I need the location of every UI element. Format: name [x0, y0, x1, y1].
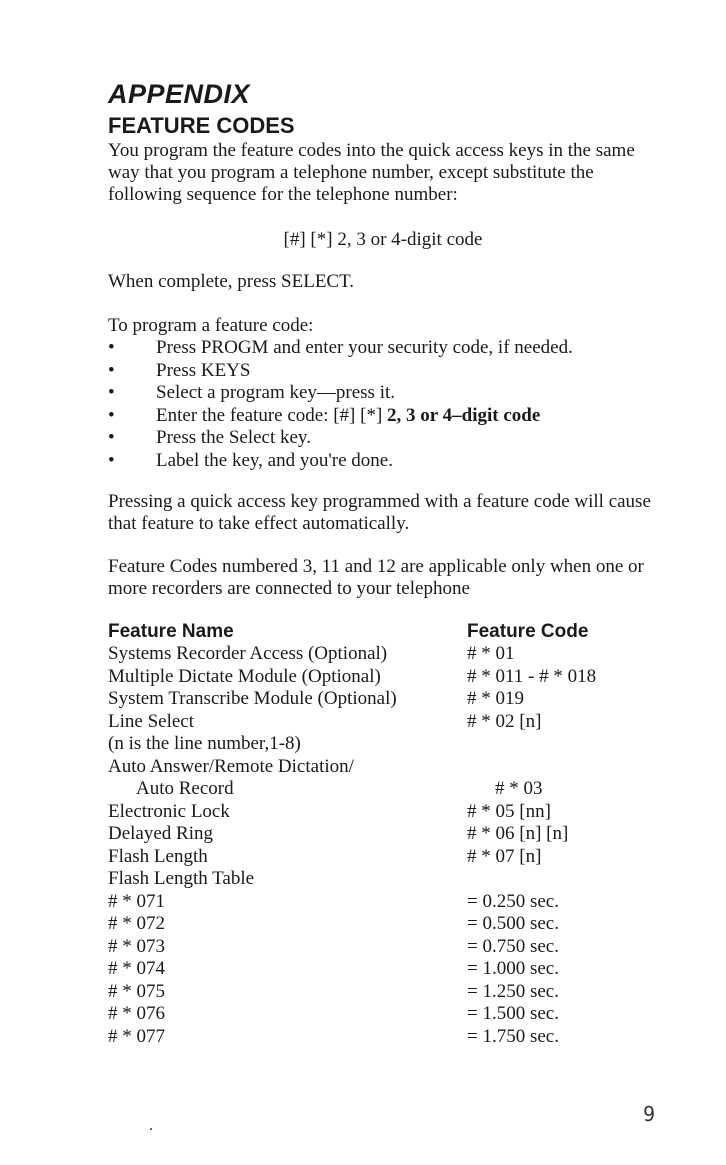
table-row: [108, 778, 668, 801]
table-row: [108, 958, 668, 981]
table-row: [108, 733, 668, 756]
step-text: Select a program key—press it.: [156, 382, 396, 403]
feature-name-cell: System Transcribe Module (Optional): [108, 688, 397, 709]
step-text: Press KEYS: [156, 359, 251, 381]
bullet-icon: •: [108, 427, 115, 448]
step-item: [108, 382, 668, 405]
intro-paragraph: You program the feature codes into the quick access keys in the same way that you program a telephone number, except substitute the following sequence for the telephone number:: [108, 140, 635, 205]
feature-name-cell: Delayed Ring: [108, 823, 214, 844]
feature-code-cell: = 0.500 sec.: [467, 913, 559, 934]
to-program-text: To program a feature code:: [108, 315, 314, 336]
feature-code-cell: = 0.250 sec.: [467, 890, 559, 912]
feature-name-cell: Flash Length: [108, 845, 208, 867]
bullet-icon: •: [108, 449, 115, 471]
bullet-icon: •: [108, 337, 115, 358]
table-row: [108, 868, 668, 891]
step-text: Press the Select key.: [156, 427, 311, 448]
table-row: [108, 756, 668, 779]
feature-name-cell: Electronic Lock: [108, 800, 230, 822]
feature-name-cell: # * 075: [108, 980, 165, 1002]
feature-name-cell: # * 071: [108, 890, 165, 912]
feature-name-cell: # * 076: [108, 1003, 165, 1024]
feature-name-cell: # * 072: [108, 913, 165, 934]
step-item: [108, 337, 668, 360]
quick-access-note: Pressing a quick access key programmed with a feature code will cause that feature to take effect automatically.: [108, 491, 651, 534]
feature-code-cell: # * 011 - # * 018: [467, 665, 597, 687]
table-row: [108, 643, 668, 666]
feature-code-cell: # * 05 [nn]: [467, 800, 551, 822]
table-row: [108, 846, 668, 869]
feature-name-cell: (n is the line number,1-8): [108, 733, 301, 754]
step-item: [108, 405, 668, 428]
feature-code-cell: # * 02 [n]: [467, 710, 542, 732]
table-row: [108, 823, 668, 846]
feature-name-cell: Multiple Dictate Module (Optional): [108, 665, 381, 687]
step-item: [108, 427, 668, 450]
feature-name-cell: Line Select: [108, 710, 194, 732]
feature-table-body: [108, 643, 668, 1048]
when-complete-text: When complete, press SELECT.: [108, 271, 355, 292]
table-row: [108, 666, 668, 689]
feature-code-cell: # * 06 [n] [n]: [467, 823, 569, 844]
table-row: [108, 711, 668, 734]
feature-code-cell: = 1.500 sec.: [467, 1003, 559, 1024]
step-text: Enter the feature code: [#] [*]: [156, 404, 388, 426]
step-item: [108, 450, 668, 473]
bullet-icon: •: [108, 404, 115, 426]
table-row: [108, 801, 668, 824]
step-text: Press PROGM and enter your security code, if needed.: [156, 337, 573, 358]
recorder-applicability-note: Feature Codes numbered 3, 11 and 12 are applicable only when one or more recorders are connected to your telephone: [108, 556, 644, 599]
bullet-icon: •: [108, 382, 115, 403]
feature-name-cell: # * 077: [108, 1025, 165, 1047]
feature-code-cell: # * 01: [467, 643, 515, 664]
page-number: 9: [643, 1102, 656, 1126]
feature-code-header: Feature Code: [467, 621, 589, 642]
table-row: [108, 913, 668, 936]
step-bold-text: 2, 3 or 4–digit code: [387, 404, 541, 426]
feature-name-cell: Auto Record: [136, 778, 234, 799]
program-steps-list: [108, 337, 668, 472]
feature-code-cell: = 1.750 sec.: [467, 1025, 559, 1047]
table-row: [108, 1003, 668, 1026]
feature-code-cell: = 0.750 sec.: [467, 935, 559, 957]
feature-code-cell: = 1.000 sec.: [467, 958, 559, 979]
table-row: [108, 1026, 668, 1049]
feature-name-cell: # * 073: [108, 935, 165, 957]
step-item: [108, 360, 668, 383]
feature-name-header: Feature Name: [108, 621, 234, 642]
feature-codes-heading: FEATURE CODES: [108, 113, 295, 138]
feature-code-cell: # * 07 [n]: [467, 845, 542, 867]
step-text: Label the key, and you're done.: [156, 449, 393, 471]
scan-speck: [150, 1128, 152, 1130]
code-sequence: [#] [*] 2, 3 or 4-digit code: [283, 229, 483, 250]
feature-code-cell: # * 019: [467, 688, 524, 709]
feature-name-cell: Auto Answer/Remote Dictation/: [108, 755, 354, 777]
bullet-icon: •: [108, 359, 115, 381]
feature-code-cell: # * 03: [495, 778, 543, 799]
table-row: [108, 891, 668, 914]
feature-code-cell: = 1.250 sec.: [467, 980, 559, 1002]
feature-name-cell: Systems Recorder Access (Optional): [108, 643, 388, 664]
table-row: [108, 981, 668, 1004]
table-row: [108, 688, 668, 711]
feature-table-header: [108, 621, 668, 643]
feature-name-cell: # * 074: [108, 958, 165, 979]
manual-page-content: [108, 78, 668, 1048]
appendix-title: APPENDIX: [108, 79, 251, 109]
feature-name-cell: Flash Length Table: [108, 868, 255, 889]
table-row: [108, 936, 668, 959]
